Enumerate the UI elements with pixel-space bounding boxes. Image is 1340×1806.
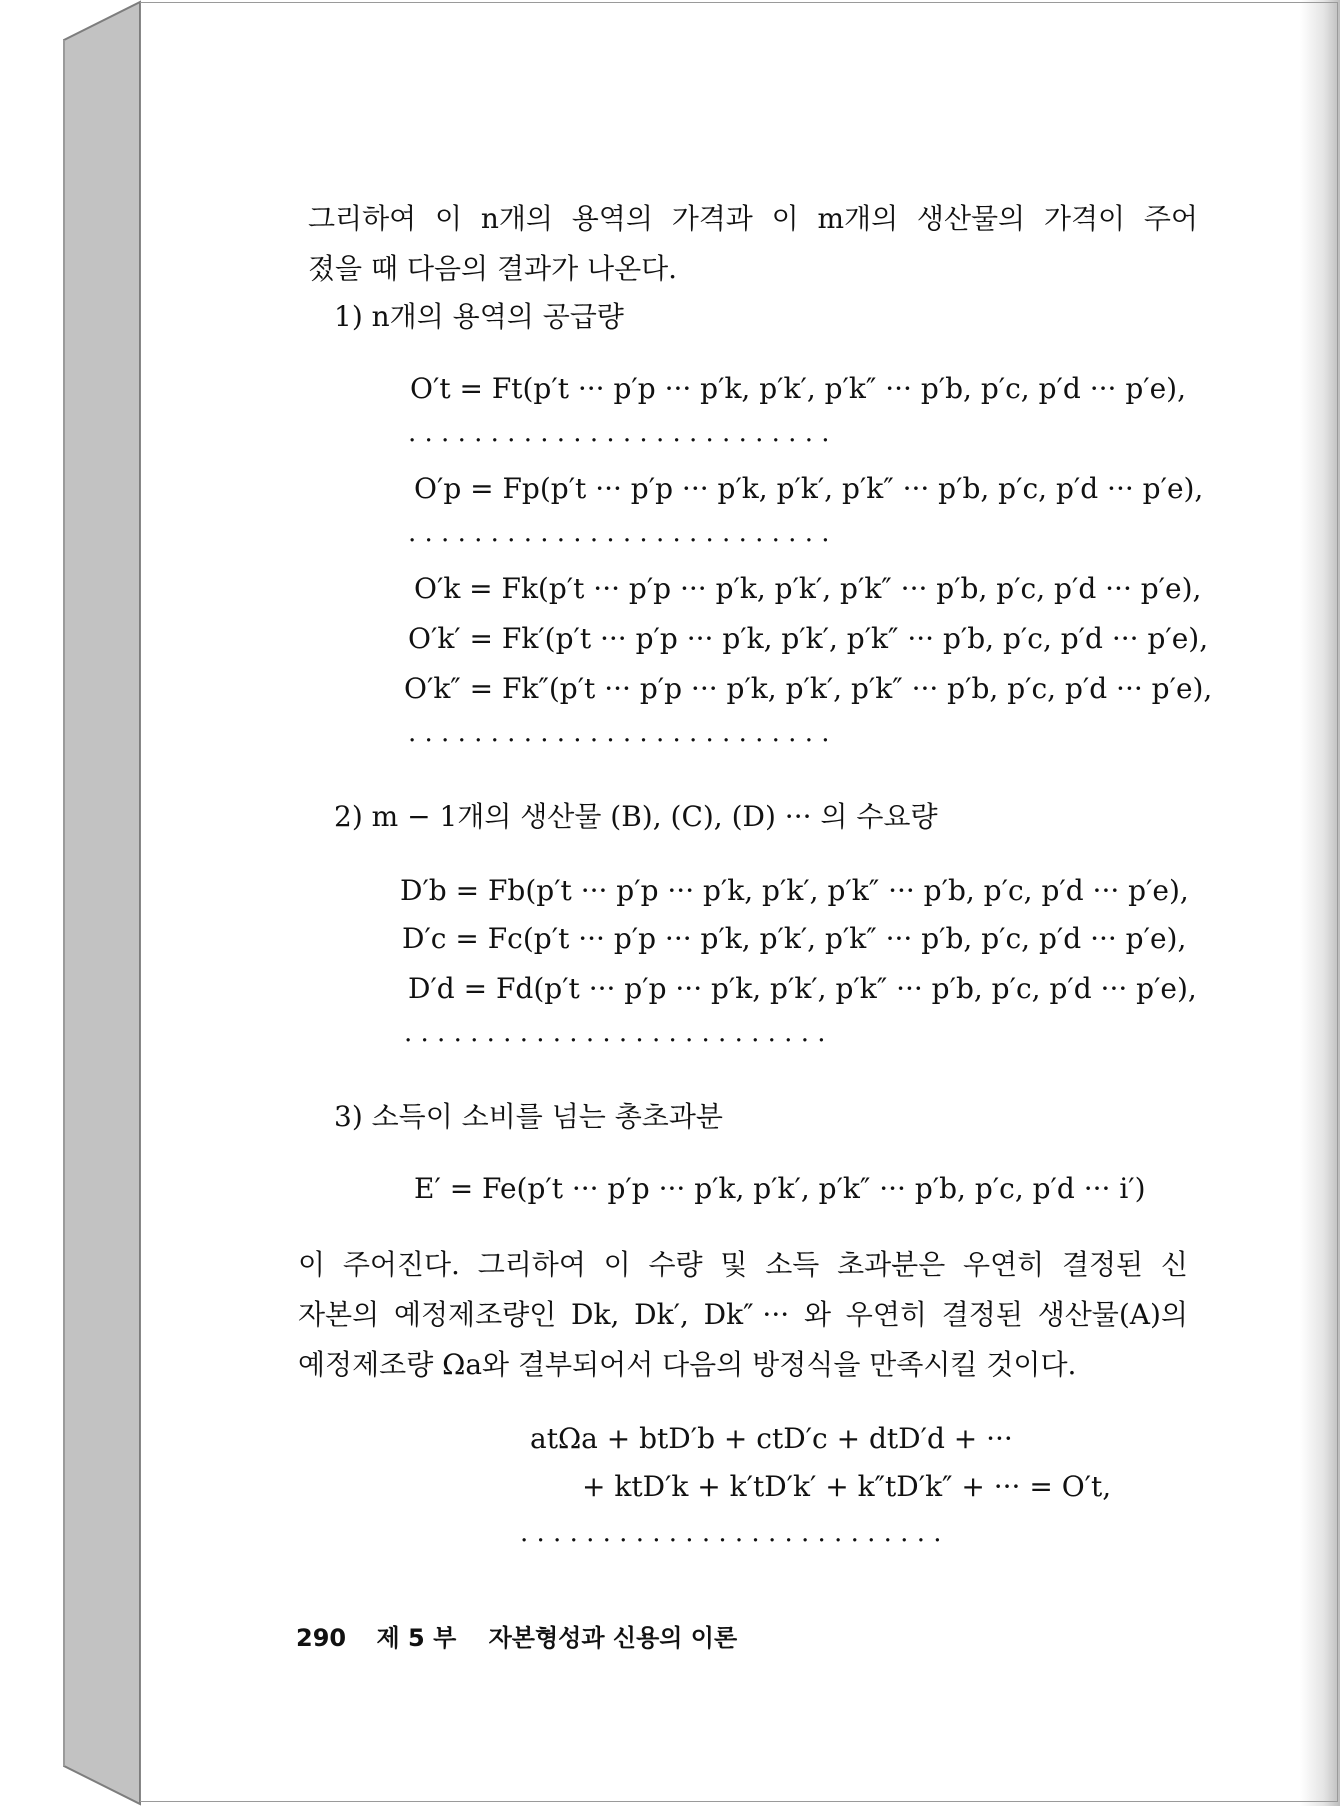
equation-db: D′b = Fb(p′t ··· p′p ··· p′k, p′k′, p′k″ ··· p′b, p′c, p′d ··· p′e), <box>400 874 1189 907</box>
equation-ot: O′t = Ft(p′t ··· p′p ··· p′k, p′k′, p′k″ ··· p′b, p′c, p′d ··· p′e), <box>410 372 1186 405</box>
part-title: 자본형성과 신용의 이론 <box>488 1624 738 1652</box>
final-equation-line-1: atΩa + btD′b + ctD′c + dtD′d + ··· <box>530 1422 1013 1455</box>
equation-dd: D′d = Fd(p′t ··· p′p ··· p′k, p′k′, p′k″ ··· p′b, p′c, p′d ··· p′e), <box>408 972 1197 1005</box>
closing-line-1: 이 주어진다. 그리하여 이 수량 및 소득 초과분은 우연히 결정된 신 <box>298 1248 1188 1281</box>
dots-row: . . . . . . . . . . . . . . . . . . . . . . . . . . <box>408 518 830 548</box>
closing-line-3: 예정제조량 Ωa와 결부되어서 다음의 방정식을 만족시킬 것이다. <box>298 1348 1077 1381</box>
equation-ok: O′k = Fk(p′t ··· p′p ··· p′k, p′k′, p′k″ ··· p′b, p′c, p′d ··· p′e), <box>414 572 1202 605</box>
page-number: 290 <box>296 1624 347 1652</box>
part-label: 제 5 부 <box>376 1624 457 1652</box>
equation-e: E′ = Fe(p′t ··· p′p ··· p′k, p′k′, p′k″ ··· p′b, p′c, p′d ··· i′) <box>414 1172 1146 1205</box>
section-3-heading: 3) 소득이 소비를 넘는 총초과분 <box>334 1100 723 1133</box>
section-1-heading: 1) n개의 용역의 공급량 <box>334 300 624 333</box>
intro-line-2: 졌을 때 다음의 결과가 나온다. <box>308 252 678 285</box>
dots-row: . . . . . . . . . . . . . . . . . . . . . . . . . . <box>408 718 830 748</box>
page-footer <box>296 1618 737 1653</box>
equation-ok-double-prime: O′k″ = Fk″(p′t ··· p′p ··· p′k, p′k′, p′k″ ··· p′b, p′c, p′d ··· p′e), <box>404 672 1213 705</box>
equation-ok-prime: O′k′ = Fk′(p′t ··· p′p ··· p′k, p′k′, p′k″ ··· p′b, p′c, p′d ··· p′e), <box>408 622 1209 655</box>
dots-row: . . . . . . . . . . . . . . . . . . . . . . . . . . <box>520 1518 942 1548</box>
equation-dc: D′c = Fc(p′t ··· p′p ··· p′k, p′k′, p′k″ ··· p′b, p′c, p′d ··· p′e), <box>402 922 1187 955</box>
intro-line-1: 그리하여 이 n개의 용역의 가격과 이 m개의 생산물의 가격이 주어 <box>308 202 1198 235</box>
final-equation-line-2: + ktD′k + k′tD′k′ + k″tD′k″ + ··· = O′t, <box>582 1470 1112 1503</box>
section-2-heading: 2) m − 1개의 생산물 (B), (C), (D) ··· 의 수요량 <box>334 800 938 833</box>
closing-line-2: 자본의 예정제조량인 Dk, Dk′, Dk″ ··· 와 우연히 결정된 생산물(A)의 <box>298 1298 1188 1331</box>
dots-row: . . . . . . . . . . . . . . . . . . . . . . . . . . <box>404 1018 826 1048</box>
dots-row: . . . . . . . . . . . . . . . . . . . . . . . . . . <box>408 418 830 448</box>
equation-op: O′p = Fp(p′t ··· p′p ··· p′k, p′k′, p′k″ ··· p′b, p′c, p′d ··· p′e), <box>414 472 1204 505</box>
